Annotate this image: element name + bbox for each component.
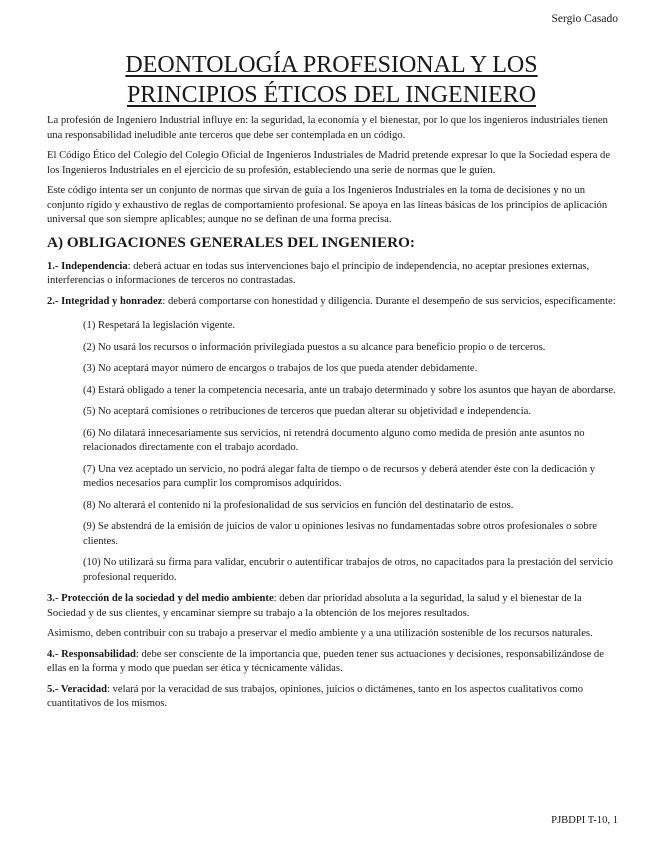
obligation-veracity (47, 683, 621, 712)
list-item: (3) No aceptará mayor número de encargos o trabajos de los que pueda atender debidamente. (83, 363, 478, 374)
protection-paragraph: Asimismo, deben contribuir con su trabajo a preservar el medio ambiente y a una utilización sostenible de los recursos naturales. (47, 628, 593, 639)
document-body (47, 114, 621, 718)
obligation-text: : velará por la veracidad de sus trabajos, opiniones, juicios o dictámenes, tanto en los aspectos cualitativos como cuantitativos de los mismos. (47, 683, 584, 709)
obligation-protection (47, 592, 621, 621)
list-item: (10) No utilizará su firma para validar, encubrir o autentificar trabajos de otros, no capacitados para la prestación del servicio profesional requerido. (83, 557, 613, 583)
obligation-text: : deberá comportarse con honestidad y diligencia. Durante el desempeño de sus servicios, específicamente: (162, 295, 616, 307)
list-item: (6) No dilatará innecesariamente sus servicios, ni retendrá documento alguno como medida de presión ante asuntos no relacionados directamente con el trabajo acordado. (83, 427, 585, 453)
obligation-responsibility (47, 648, 621, 677)
header-author: Sergio Casado (551, 13, 618, 25)
obligation-term: 4.- Responsabilidad (47, 648, 136, 660)
obligation-term: 2.- Integridad y honradez (47, 295, 163, 307)
list-item: (8) No alterará el contenido ni la profesionalidad de sus servicios en función del destinatario de estos. (83, 499, 514, 511)
obligation-integrity (47, 295, 621, 310)
list-item: (1) Respetará la legislación vigente. (83, 320, 236, 331)
obligation-text: : deben dar prioridad absoluta a la seguridad, la salud y el bienestar de la Sociedad y de sus clientes, y encaminar siempre su trabajo a la obtención de los mejores resultados. (47, 593, 582, 619)
list-item: (7) Una vez aceptado un servicio, no podrá alegar falta de tiempo o de recursos y deberá atender éste con la dedicación y medios necesarios para cumplir los compromisos adquiridos. (83, 463, 596, 489)
obligation-term: 1.- Independencia (47, 260, 128, 272)
list-item: (2) No usará los recursos o información privilegiada puestos a su alcance para beneficio propio o de terceros. (83, 341, 546, 353)
intro-paragraph: El Código Ético del Colegio del Colegio Oficial de Ingenieros Industriales de Madrid pretende expresar lo que la Sociedad espera de los Ingenieros Industriales en el ejercicio de su profesión, estableciendo una serie de normas que le guíen. (47, 150, 611, 176)
obligation-term: 5.- Veracidad (47, 683, 108, 695)
list-item: (4) Estará obligado a tener la competencia necesaria, ante un trabajo determinado y sobre los asuntos que hayan de abordarse. (83, 384, 616, 396)
obligation-text: : debe ser consciente de la importancia que, pueden tener sus actuaciones y decisiones, responsabilizándose de ellas en la forma y modo que puedan ser ética y técnicamente válidas. (47, 648, 604, 674)
obligation-independence (47, 260, 621, 289)
intro-paragraph: Este código intenta ser un conjunto de normas que sirvan de guía a los Ingenieros Industriales en la toma de decisiones y no un conjunto rígido y exhaustivo de reglas de comportamiento profesional. Se apoya en las líneas básicas de los principios de aplicación universal que son siempre aplicables; aunque no se definan de una forma precisa. (47, 185, 608, 225)
list-item: (9) Se abstendrá de la emisión de juicios de valor u opiniones lesivas no fundamentadas sobre otros profesionales o sobre clientes. (83, 521, 597, 547)
intro-paragraph: La profesión de Ingeniero Industrial influye en: la seguridad, la economía y el bienestar, por lo que los ingenieros industriales tienen una responsabilidad ineludible ante terceros que debe ser contemplada en un código. (47, 115, 608, 141)
footer-page-ref: PJBDPI T-10, 1 (551, 815, 618, 826)
obligation-text: : deberá actuar en todas sus intervenciones bajo el principio de independencia, no aceptar presiones externas, interferencias o informaciones de terceros no contrastadas. (47, 260, 590, 286)
list-item: (5) No aceptará comisiones o retribuciones de terceros que puedan alterar su objetividad e independencia. (83, 406, 531, 417)
page-title (0, 50, 663, 110)
title-line-1: DEONTOLOGÍA PROFESIONAL Y LOS (125, 52, 538, 78)
obligation-term: 3.- Protección de la sociedad y del medio ambiente (47, 593, 274, 604)
section-heading: A) OBLIGACIONES GENERALES DEL INGENIERO: (47, 233, 415, 251)
title-line-2: PRINCIPIOS ÉTICOS DEL INGENIERO (126, 82, 537, 108)
integrity-list (47, 319, 621, 585)
